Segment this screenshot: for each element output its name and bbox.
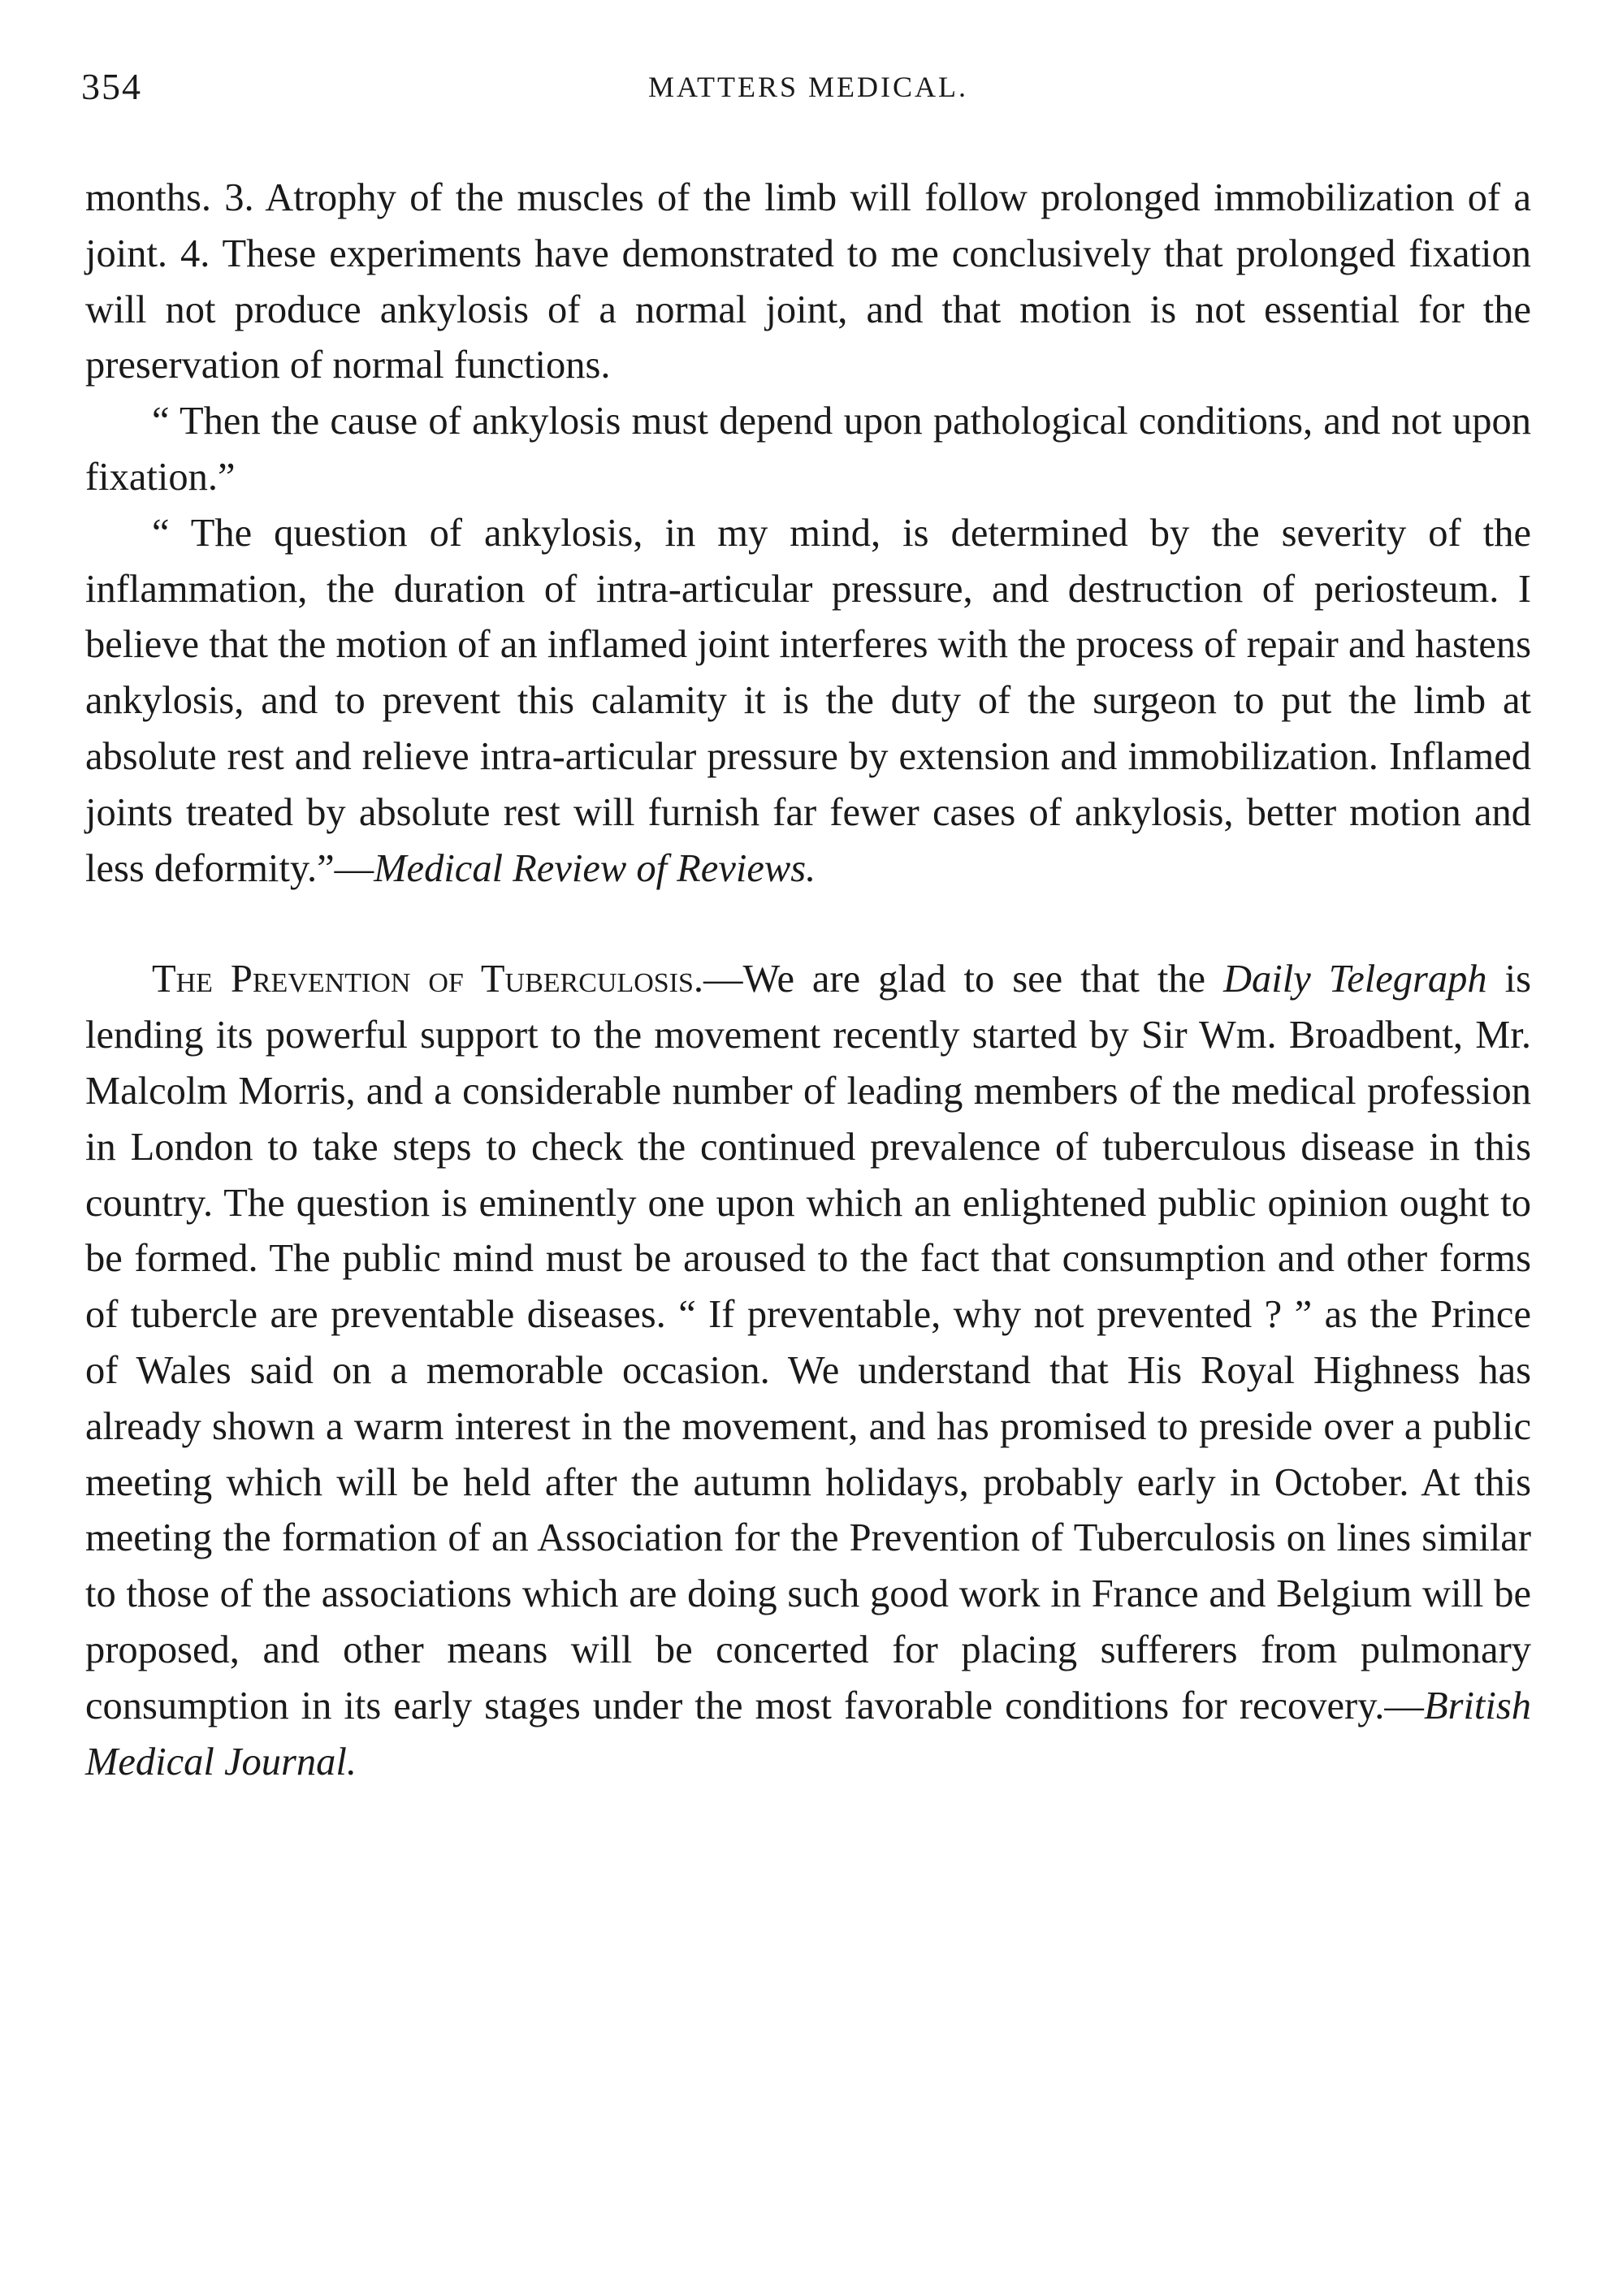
page-number: 354	[81, 66, 142, 107]
paragraph-prevention-of-tuberculosis	[85, 952, 1531, 1790]
page-header	[81, 65, 1535, 122]
section-divider	[85, 897, 1531, 952]
running-head: MATTERS MEDICAL.	[647, 71, 968, 103]
page-body	[85, 171, 1531, 1790]
heading-dash: —We are glad to see that the	[703, 958, 1224, 1001]
quote-text: “ The question of ankylosis, in my mind, is determined by the severity of the inflammation, the duration of intra-articular pressure, and destruction of periosteum. I believe that the motion of an inflamed joint interferes with the process of repair and hastens ankylosis, and to prevent this calamity it is the duty of the surgeon to put the limb at absolute rest and relieve intra-articular pressure by extension and immobilization. Inflamed joints treated by absolute rest will furnish far fewer cases of ankylosis, better motion and less deformity.”—	[85, 511, 1531, 890]
paragraph-question-of-ankylosis	[85, 506, 1531, 897]
citation-medical-review: Medical Review of Reviews.	[374, 846, 816, 890]
section-heading: The Prevention of Tuberculosis.	[152, 958, 704, 1001]
paragraph-cause-of-ankylosis: “ Then the cause of ankylosis must depend upon pathological conditions, and not upon fixation.”	[85, 400, 1531, 499]
citation-british-medical-journal: British Medical Journal.	[85, 1684, 1531, 1784]
article-text: is lending its powerful support to the movement recently started by Sir Wm. Broadbent, Mr. Malcolm Morris, and a considerable number of leading members of the medical profession in London to take steps to check the continued prevalence of tuberculous disease in this country. The question is eminently one upon which an enlightened public opinion ought to be formed. The public mind must be aroused to the fact that consumption and other forms of tubercle are preventable diseases. “ If preventable, why not prevented ? ” as the Prince of Wales said on a memorable occasion. We understand that His Royal Highness has already shown a warm interest in the movement, and has promised to preside over a public meeting which will be held after the autumn holidays, probably early in October. At this meeting the formation of an Association for the Prevention of Tuberculosis on lines similar to those of the associations which are doing such good work in France and Belgium will be proposed, and other means will be concerted for placing sufferers from pulmonary consumption in its early stages under the most favorable conditions for recovery.—	[85, 958, 1531, 1727]
newspaper-name: Daily Telegraph	[1223, 958, 1487, 1001]
paragraph-experiment-conclusions: months. 3. Atrophy of the muscles of the limb will follow prolonged immobilization of a joint. 4. These experiments have demonstrated to me conclusively that prolonged fixation will not produce ankylosis of a normal joint, and that motion is not essential for the preservation of normal functions.	[85, 176, 1531, 387]
